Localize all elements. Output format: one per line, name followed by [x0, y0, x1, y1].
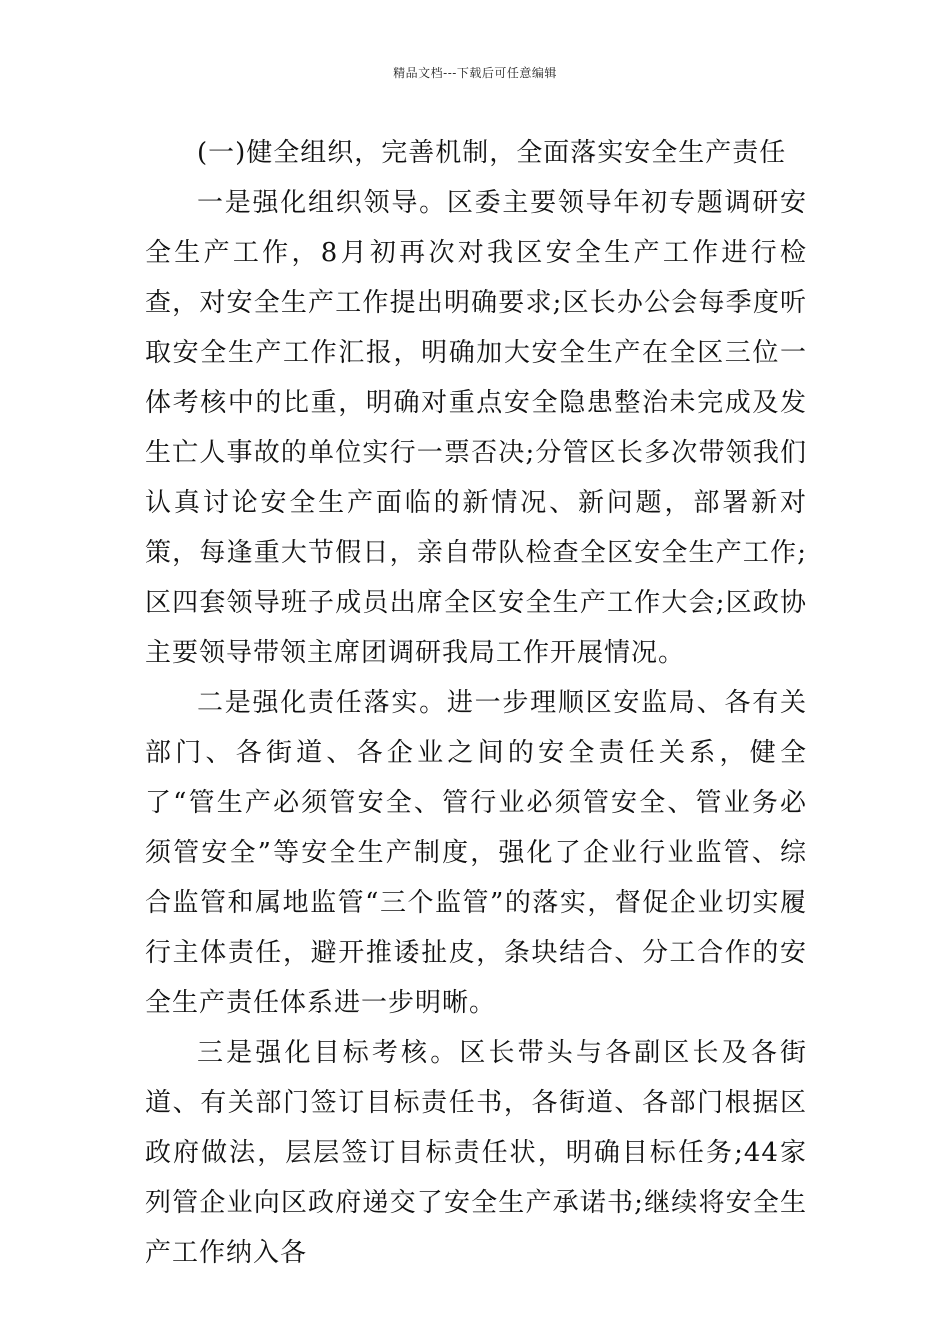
document-body	[145, 128, 807, 1278]
paragraph-target-assessment: 三是强化目标考核。区长带头与各副区长及各街道、有关部门签订目标责任书，各街道、各部门根据区政府做法，层层签订目标责任状，明确目标任务;44家列管企业向区政府递交了安全生产承诺书;继续将安全生产工作纳入各	[145, 1038, 807, 1268]
paragraph-organization-leadership: 一是强化组织领导。区委主要领导年初专题调研安全生产工作，8月初再次对我区安全生产工作进行检查，对安全生产工作提出明确要求;区长办公会每季度听取安全生产工作汇报，明确加大安全生产在全区三位一体考核中的比重，明确对重点安全隐患整治未完成及发生亡人事故的单位实行一票否决;分管区长多次带领我们认真讨论安全生产面临的新情况、新问题，部署新对策，每逢重大节假日，亲自带队检查全区安全生产工作;区四套领导班子成员出席全区安全生产工作大会;区政协主要领导带领主席团调研我局工作开展情况。	[145, 188, 807, 668]
page-header: 精品文档---下载后可任意编辑	[393, 66, 557, 80]
section-heading: (一)健全组织，完善机制，全面落实安全生产责任	[197, 138, 787, 168]
paragraph-responsibility-implementation: 二是强化责任落实。进一步理顺区安监局、各有关部门、各街道、各企业之间的安全责任关系，健全了“管生产必须管安全、管行业必须管安全、管业务必须管安全”等安全生产制度，强化了企业行业监管、综合监管和属地监管“三个监管”的落实，督促企业切实履行主体责任，避开推诿扯皮，条块结合、分工合作的安全生产责任体系进一步明晰。	[145, 688, 807, 1018]
